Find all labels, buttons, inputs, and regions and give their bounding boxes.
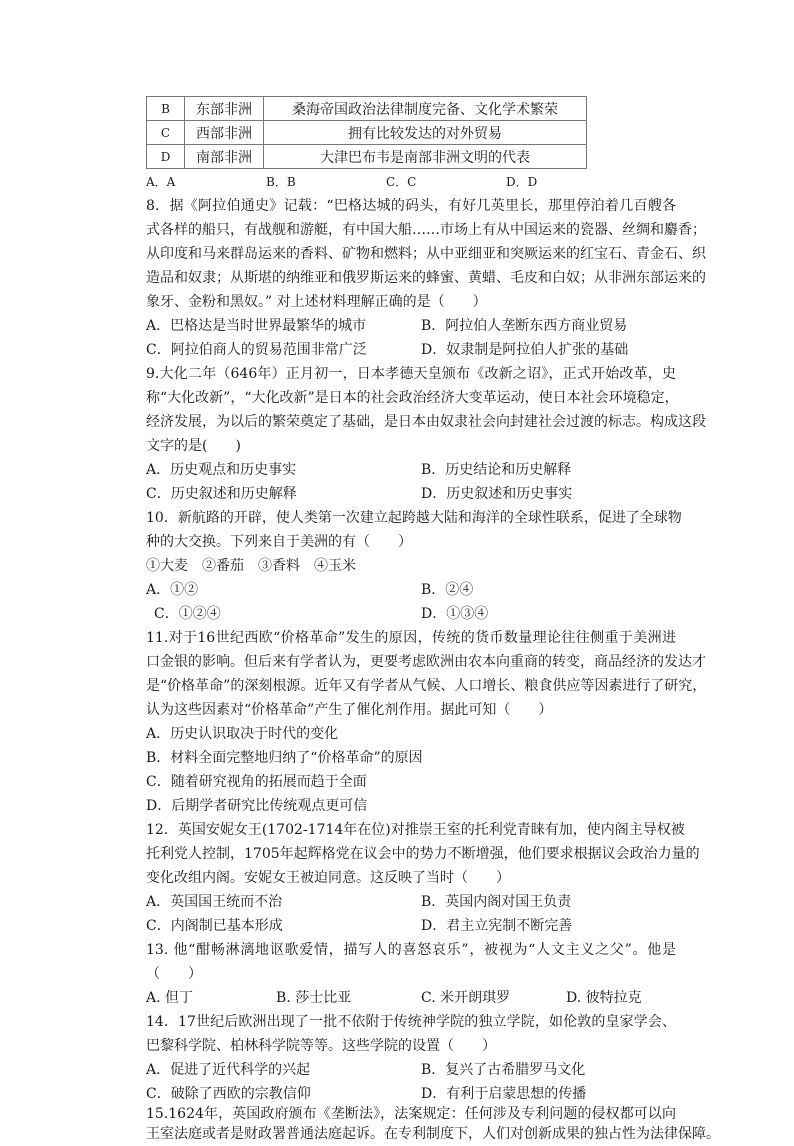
option-a[interactable]: A．历史认识取决于时代的变化 (146, 726, 339, 742)
option-d[interactable]: D．奴隶制是阿拉伯人扩张的基础 (421, 342, 629, 358)
option-b[interactable]: B．阿拉伯人垄断东西方商业贸易 (421, 318, 628, 334)
question-13 (146, 938, 676, 1010)
option-table (146, 96, 587, 169)
question-text: （ ） (146, 966, 202, 982)
option-c[interactable]: C．历史叙述和历史解释 (146, 486, 297, 502)
question-text: 变化改组内阁。安妮女王被迫同意。这反映了当时（ ） (146, 870, 510, 886)
option-c[interactable]: C．C (386, 175, 417, 189)
question-text: 8．据《阿拉伯通史》记载：“巴格达城的码头，有好几英里长，那里停泊着几百艘各 (146, 198, 676, 214)
option-d[interactable]: D．有利于启蒙思想的传播 (421, 1086, 587, 1102)
option-b[interactable]: B．复兴了古希腊罗马文化 (421, 1062, 586, 1078)
row-region: 西部非洲 (185, 121, 264, 145)
table-row (147, 145, 587, 169)
option-c[interactable]: C. 米开朗琪罗 (421, 990, 511, 1006)
question-text: 从印度和马来群岛运来的香料、矿物和燃料；从中亚细亚和突厥运来的红宝石、青金石、织 (146, 246, 706, 262)
question-text: 王室法庭或者是财政署普通法庭起诉。在专利制度下，人们对创新成果的独占性为法律保障。 (146, 1126, 720, 1142)
option-c[interactable]: C．破除了西欧的宗教信仰 (146, 1086, 311, 1102)
question-items: ①大麦 ②番茄 ③香料 ④玉米 (146, 558, 356, 574)
question-text: 式各样的船只，有战舰和游艇，有中国大船……市场上有从中国运来的瓷器、丝绸和麝香； (146, 222, 706, 238)
option-b[interactable]: B．历史结论和历史解释 (421, 462, 572, 478)
row-letter: C (147, 121, 185, 145)
row-description: 拥有比较发达的对外贸易 (264, 121, 587, 145)
table-row (147, 121, 587, 145)
option-c[interactable]: C．①②④ (154, 606, 221, 622)
option-a[interactable]: A．促进了近代科学的兴起 (146, 1062, 311, 1078)
question-7-options (146, 170, 676, 194)
question-text: 14．17世纪后欧洲出现了一批不依附于传统神学院的独立学院，如伦敦的皇家学会、 (146, 1014, 676, 1030)
option-d[interactable]: D．①③④ (421, 606, 489, 622)
question-12 (146, 818, 700, 938)
option-d[interactable]: D．君主立宪制不断完善 (421, 918, 573, 934)
option-b[interactable]: B．②④ (421, 582, 474, 598)
question-text: 巴黎科学院、柏林科学院等等。这些学院的设置（ ） (146, 1038, 496, 1054)
row-region: 南部非洲 (185, 145, 264, 169)
question-text: 9.大化二年（646年）正月初一，日本孝德天皇颁布《改新之诏》，正式开始改革，史 (146, 366, 676, 382)
question-text: 15.1624年，英国政府颁布《垄断法》，法案规定：任何涉及专利问题的侵权都可以向 (146, 1106, 676, 1122)
option-d[interactable]: D．后期学者研究比传统观点更可信 (146, 798, 368, 814)
question-text: 11.对于16世纪西欧“价格革命”发生的原因，传统的货币数量理论往往侧重于美洲进 (146, 630, 676, 646)
option-d[interactable]: D. 彼特拉克 (566, 990, 642, 1006)
question-text: 认为这些因素对“价格革命”产生了催化剂作用。据此可知（ ） (146, 702, 553, 718)
question-text: 10．新航路的开辟，使人类第一次建立起跨越大陆和海洋的全球性联系，促进了全球物 (146, 510, 682, 526)
option-a[interactable]: A. 但丁 (146, 990, 194, 1006)
option-b[interactable]: B. 莎士比亚 (276, 990, 352, 1006)
option-b[interactable]: B．B (266, 175, 296, 189)
question-text: 13. 他“酣畅淋漓地讴歌爱情，描写人的喜怒哀乐”，被视为“人文主义之父”。他是 (146, 942, 676, 958)
option-a[interactable]: A．A (146, 175, 176, 189)
question-text: 是“价格革命”的深刻根源。近年又有学者从气候、人口增长、粮食供应等因素进行了研究， (146, 678, 707, 694)
question-text: 经济发展，为以后的繁荣奠定了基础，是日本由奴隶社会向封建社会过渡的标志。构成这段 (146, 414, 706, 430)
question-10 (146, 506, 682, 626)
question-8 (146, 194, 706, 362)
option-d[interactable]: D．D (506, 175, 538, 189)
question-text: 造品和奴隶；从斯堪的纳维亚和俄罗斯运来的蜂蜜、黄蜡、毛皮和白奴；从非洲东部运来的 (146, 270, 706, 286)
question-text: 象牙、金粉和黑奴。” 对上述材料理解正确的是（ ） (146, 294, 487, 310)
row-letter: D (147, 145, 185, 169)
option-a[interactable]: A．①② (146, 582, 199, 598)
question-14 (146, 1010, 676, 1106)
row-description: 桑海帝国政治法律制度完备、文化学术繁荣 (264, 97, 587, 121)
option-b[interactable]: B．材料全面完整地归纳了“价格革命”的原因 (146, 750, 423, 766)
question-text: 托利党人控制，1705年起辉格党在议会中的势力不断增强，他们要求根据议会政治力量的 (146, 846, 700, 862)
option-b[interactable]: B．英国内阁对国王负责 (421, 894, 572, 910)
option-d[interactable]: D．历史叙述和历史事实 (421, 486, 573, 502)
question-text: 种的大交换。下列来自于美洲的有（ ） (146, 534, 412, 550)
question-11 (146, 626, 707, 818)
question-15 (146, 1106, 720, 1142)
option-a[interactable]: A．历史观点和历史事实 (146, 462, 297, 478)
question-text: 口金银的影响。但后来有学者认为，更要考虑欧洲由农本向重商的转变，商品经济的发达才 (146, 654, 706, 670)
option-c[interactable]: C．随着研究视角的拓展而趋于全面 (146, 774, 367, 790)
option-a[interactable]: A．英国国王统而不治 (146, 894, 283, 910)
option-c[interactable]: C．内阁制已基本形成 (146, 918, 283, 934)
option-a[interactable]: A．巴格达是当时世界最繁华的城市 (146, 318, 367, 334)
question-text: 称“大化改新”，“大化改新”是日本的社会政治经济大变革运动，使日本社会环境稳定， (146, 390, 679, 406)
row-region: 东部非洲 (185, 97, 264, 121)
question-9 (146, 362, 706, 506)
row-letter: B (147, 97, 185, 121)
question-text: 12．英国安妮女王(1702-1714年在位)对推崇王室的托利党青睐有加，使内阁主导权被 (146, 822, 685, 838)
row-description: 大津巴布韦是南部非洲文明的代表 (264, 145, 587, 169)
option-c[interactable]: C．阿拉伯商人的贸易范围非常广泛 (146, 342, 367, 358)
table-row (147, 97, 587, 121)
question-text: 文字的是( ) (146, 438, 241, 454)
